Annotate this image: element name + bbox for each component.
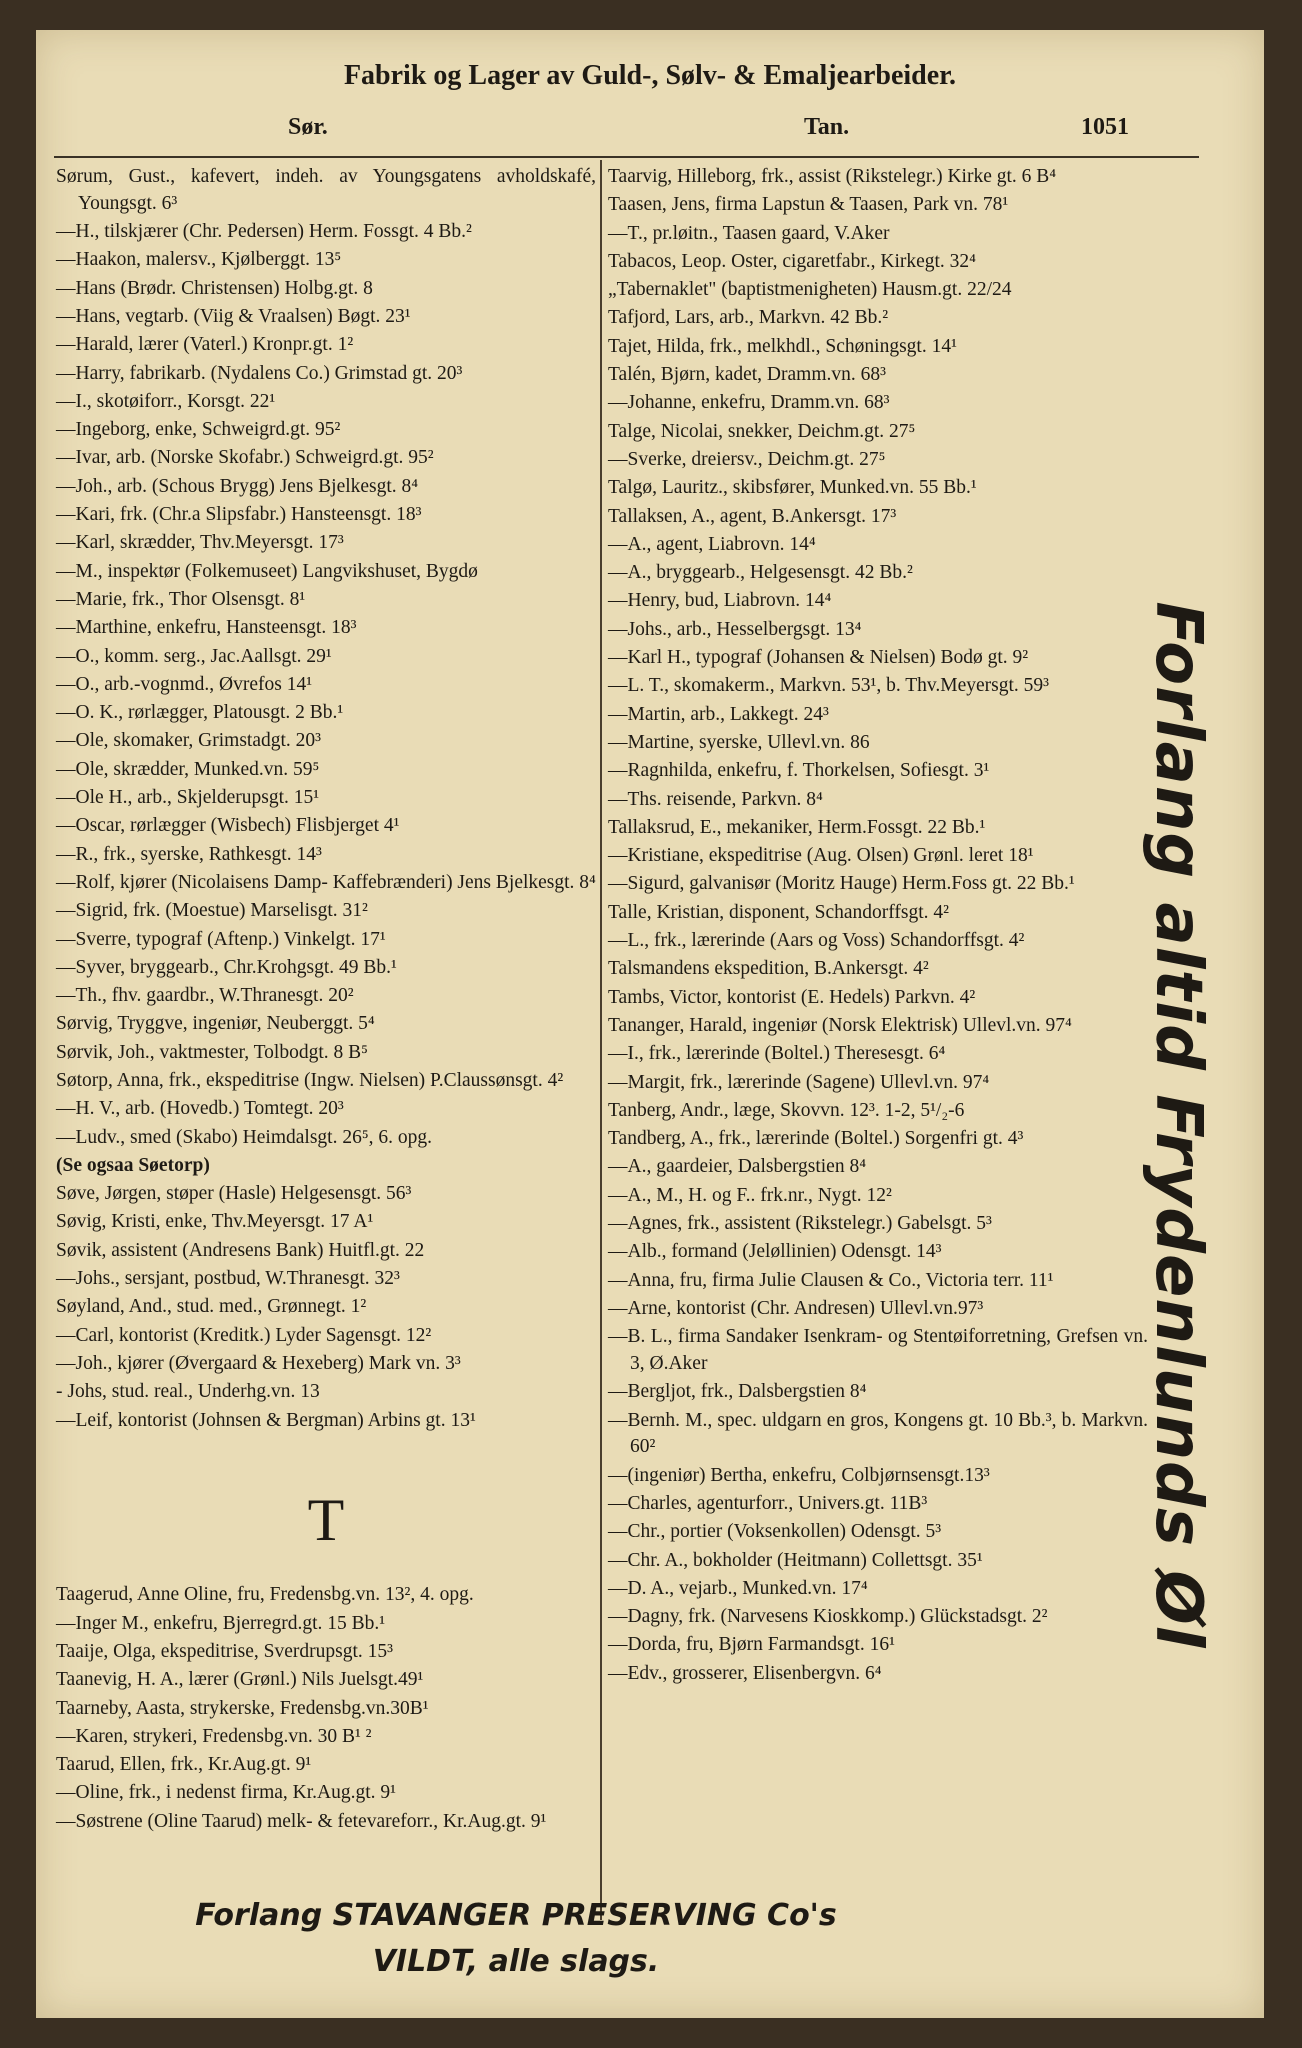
directory-entry: —Ole H., arb., Skjelderupsgt. 15¹: [56, 787, 320, 809]
directory-entry: —L. T., skomakerm., Markvn. 53¹, b. Thv.Meyersgt. 59³: [608, 675, 1049, 697]
directory-entry: Taarud, Ellen, frk., Kr.Aug.gt. 9¹: [56, 1754, 312, 1776]
directory-entry: —Ragnhilda, enkefru, f. Thorkelsen, Sofiesgt. 3¹: [608, 760, 990, 782]
footer-ad-line1: Forlang STAVANGER PRESERVING Co's: [195, 1898, 837, 1933]
directory-entry: —(ingeniør) Bertha, enkefru, Colbjørnsensgt.13³: [608, 1464, 990, 1486]
directory-entry: Søtorp, Anna, frk., ekspeditrise (Ingw. Nielsen) P.Claussønsgt. 4²: [56, 1070, 564, 1091]
directory-entry: —Margit, frk., lærerinde (Sagene) Ullevl.vn. 97⁴: [608, 1071, 990, 1093]
directory-entry: —Bergljot, frk., Dalsbergstien 8⁴: [608, 1381, 867, 1403]
page-number: 1051: [1081, 114, 1129, 140]
header-range-start: Sør.: [288, 114, 328, 140]
directory-entry: —Sigurd, galvanisør (Moritz Hauge) Herm.Foss gt. 22 Bb.¹: [608, 873, 1075, 895]
footer-ad-line2: VILDT, alle slags.: [372, 1944, 660, 1979]
right-entries: [608, 164, 1148, 1688]
directory-entry: —R., frk., syerske, Rathkesgt. 14³: [56, 843, 322, 865]
section-letter: T: [307, 1487, 345, 1554]
directory-entry: —Anna, fru, firma Julie Clausen & Co., Victoria terr. 11¹: [608, 1269, 1054, 1291]
directory-entry: Tananger, Harald, ingeniør (Norsk Elektrisk) Ullevl.vn. 97⁴: [608, 1014, 1072, 1036]
directory-entry: —Ole, skrædder, Munked.vn. 59⁵: [56, 758, 320, 780]
directory-entry: —Karen, strykeri, Fredensbg.vn. 30 B¹ ²: [56, 1725, 372, 1747]
directory-entry: —Marthine, enkefru, Hansteensgt. 18³: [56, 617, 357, 639]
directory-entry: —Søstrene (Oline Taarud) melk- & fetevareforr., Kr.Aug.gt. 9¹: [56, 1810, 547, 1832]
directory-entry: —Joh., kjører (Øvergaard & Hexeberg) Mark vn. 3³: [56, 1352, 461, 1374]
directory-entry: —Ivar, arb. (Norske Skofabr.) Schweigrd.gt. 95²: [56, 447, 434, 469]
header-range-end: Tan.: [804, 114, 850, 140]
directory-entry: Talle, Kristian, disponent, Schandorffsgt. 4²: [608, 901, 949, 923]
directory-entry: —Oscar, rørlægger (Wisbech) Flisbjerget 4¹: [56, 815, 400, 837]
directory-entry: Tandberg, A., frk., lærerinde (Boltel.) Sorgenfri gt. 4³: [608, 1128, 1024, 1150]
directory-entry: —O. K., rørlægger, Platousgt. 2 Bb.¹: [56, 702, 344, 724]
directory-entry: Søve, Jørgen, støper (Hasle) Helgesensgt. 56³: [56, 1183, 412, 1205]
directory-page: [36, 30, 1264, 2018]
sidebar-advertisement: [1118, 490, 1238, 1760]
directory-entry: —Harald, lærer (Vaterl.) Kronpr.gt. 1²: [56, 334, 354, 356]
directory-entry: —Henry, bud, Liabrovn. 14⁴: [608, 590, 832, 612]
header-rule: [54, 156, 1199, 158]
directory-entry: Søvig, Kristi, enke, Thv.Meyersgt. 17 A¹: [56, 1211, 374, 1233]
directory-entry: Taanevig, H. A., lærer (Grønl.) Nils Juelsgt.49¹: [56, 1669, 424, 1691]
directory-entry: Talsmandens ekspedition, B.Ankersgt. 4²: [608, 958, 929, 980]
directory-entry: —Harry, fabrikarb. (Nydalens Co.) Grimstad gt. 20³: [56, 362, 463, 384]
directory-entry: —Marie, frk., Thor Olsensgt. 8¹: [56, 588, 306, 610]
left-entries-mid: [56, 1181, 596, 1434]
directory-entry: —M., inspektør (Folkemuseet) Langvikshuset, Bygdø: [56, 560, 478, 582]
directory-entry: Taarneby, Aasta, strykerske, Fredensbg.vn.30B¹: [56, 1697, 429, 1719]
directory-entry: —Oline, frk., i nedenst firma, Kr.Aug.gt. 9¹: [56, 1782, 396, 1804]
right-column: [608, 164, 1148, 1689]
directory-entry: —Alb., formand (Jeløllinien) Odensgt. 14³: [608, 1241, 942, 1263]
directory-entry: Tallaksen, A., agent, B.Ankersgt. 17³: [608, 505, 897, 527]
left-column: [56, 164, 596, 1837]
directory-entry: —Bernh. M., spec. uldgarn en gros, Kongens gt. 10 Bb.³, b. Markvn. 60²: [608, 1409, 1148, 1458]
directory-entry: —Rolf, kjører (Nicolaisens Damp- Kaffebrænderi) Jens Bjelkesgt. 8⁴: [56, 871, 596, 893]
directory-entry: —Karl, skrædder, Thv.Meyersgt. 17³: [56, 532, 344, 554]
directory-entry: Tajet, Hilda, frk., melkhdl., Schøningsgt. 14¹: [608, 335, 957, 357]
directory-entry: —Sverke, dreiersv., Deichm.gt. 27⁵: [608, 448, 886, 470]
directory-entry: —Martin, arb., Lakkegt. 24³: [608, 703, 829, 725]
directory-entry: Tallaksrud, E., mekaniker, Herm.Fossgt. 22 Bb.¹: [608, 816, 986, 838]
directory-entry: —Inger M., enkefru, Bjerregrd.gt. 15 Bb.¹: [56, 1612, 386, 1634]
directory-entry: —Charles, agenturforr., Univers.gt. 11B³: [608, 1492, 928, 1514]
directory-entry: —D. A., vejarb., Munked.vn. 17⁴: [608, 1577, 868, 1599]
directory-entry: Tanberg, Andr., læge, Skovvn. 12³. 1-2, 5¹/₂-6: [608, 1099, 965, 1121]
directory-entry: —Joh., arb. (Schous Brygg) Jens Bjelkesgt. 8⁴: [56, 475, 419, 497]
directory-entry: —O., arb.-vognmd., Øvrefos 14¹: [56, 673, 313, 695]
directory-entry: Søyland, And., stud. med., Grønnegt. 1²: [56, 1296, 367, 1318]
directory-entry: —Ludv., smed (Skabo) Heimdalsgt. 26⁵, 6. opg.: [56, 1126, 432, 1148]
directory-entry: —Dagny, frk. (Narvesens Kioskkomp.) Glückstadsgt. 2²: [608, 1606, 1048, 1628]
directory-entry: —Ole, skomaker, Grimstadgt. 20³: [56, 730, 322, 752]
directory-entry: —Haakon, malersv., Kjølberggt. 13⁵: [56, 249, 342, 271]
directory-entry: Sørvik, Joh., vaktmester, Tolbodgt. 8 B⁵: [56, 1041, 368, 1063]
directory-entry: —A., M., H. og F.. frk.nr., Nygt. 12²: [608, 1184, 892, 1206]
directory-entry: Talgø, Lauritz., skibsfører, Munked.vn. 55 Bb.¹: [608, 477, 977, 499]
left-entries-top: [56, 164, 596, 1151]
directory-entry: —Th., fhv. gaardbr., W.Thranesgt. 20²: [56, 985, 354, 1007]
directory-entry: —Martine, syerske, Ullevl.vn. 86: [608, 731, 870, 753]
directory-entry: —Syver, bryggearb., Chr.Krohgsgt. 49 Bb.¹: [56, 956, 397, 978]
directory-entry: Taasen, Jens, firma Lapstun & Taasen, Park vn. 78¹: [608, 194, 1009, 216]
directory-entry: —Chr., portier (Voksenkollen) Odensgt. 5³: [608, 1521, 942, 1543]
directory-entry: Talge, Nicolai, snekker, Deichm.gt. 27⁵: [608, 420, 916, 442]
directory-entry: Sørum, Gust., kafevert, indeh. av Youngsgatens avholdskafé, Youngsgt. 6³: [56, 166, 596, 214]
directory-entry: —O., komm. serg., Jac.Aallsgt. 29¹: [56, 645, 332, 667]
directory-entry: —Chr. A., bokholder (Heitmann) Collettsgt. 35¹: [608, 1549, 983, 1571]
directory-entry: —I., skotøiforr., Korsgt. 22¹: [56, 390, 276, 412]
directory-entry: —H. V., arb. (Hovedb.) Tomtegt. 20³: [56, 1098, 344, 1120]
directory-entry: —Johs., arb., Hesselbergsgt. 13⁴: [608, 618, 862, 640]
directory-entry: —Sverre, typograf (Aftenp.) Vinkelgt. 17¹: [56, 928, 386, 950]
directory-entry: —Ingeborg, enke, Schweigrd.gt. 95²: [56, 419, 341, 441]
directory-entry: - Johs, stud. real., Underhg.vn. 13: [56, 1381, 320, 1403]
directory-entry: —L., frk., lærerinde (Aars og Voss) Schandorffsgt. 4²: [608, 930, 1025, 952]
directory-entry: —A., gaardeier, Dalsbergstien 8⁴: [608, 1156, 866, 1178]
directory-entry: Talén, Bjørn, kadet, Dramm.vn. 68³: [608, 364, 886, 386]
directory-entry: —Kristiane, ekspeditrise (Aug. Olsen) Grønl. leret 18¹: [608, 845, 1034, 867]
directory-entry: —T., pr.løitn., Taasen gaard, V.Aker: [608, 222, 890, 244]
directory-entry: Tafjord, Lars, arb., Markvn. 42 Bb.²: [608, 307, 889, 329]
directory-entry: —Johs., sersjant, postbud, W.Thranesgt. 32³: [56, 1268, 400, 1290]
directory-entry: —Sigrid, frk. (Moestue) Marselisgt. 31²: [56, 900, 368, 922]
left-entries-t: [56, 1582, 596, 1835]
directory-entry: —Carl, kontorist (Kreditk.) Lyder Sagensgt. 12²: [56, 1324, 432, 1346]
directory-entry: Tabacos, Leop. Oster, cigaretfabr., Kirkegt. 32⁴: [608, 250, 976, 272]
directory-entry: Taagerud, Anne Oline, fru, Fredensbg.vn. 13², 4. opg.: [56, 1584, 474, 1606]
directory-entry: —Agnes, frk., assistent (Rikstelegr.) Gabelsgt. 5³: [608, 1212, 992, 1234]
directory-entry: —H., tilskjærer (Chr. Pedersen) Herm. Fossgt. 4 Bb.²: [56, 221, 472, 243]
directory-entry: —Kari, frk. (Chr.a Slipsfabr.) Hansteensgt. 18³: [56, 504, 422, 526]
directory-entry: —I., frk., lærerinde (Boltel.) Theresesgt. 6⁴: [608, 1043, 946, 1065]
directory-entry: —Edv., grosserer, Elisenbergvn. 6⁴: [608, 1662, 882, 1684]
directory-entry: —Hans, vegtarb. (Viig & Vraalsen) Bøgt. 23¹: [56, 305, 411, 327]
column-divider: [600, 160, 602, 1920]
directory-entry: —B. L., firma Sandaker Isenkram- og Stentøiforretning, Grefsen vn. 3, Ø.Aker: [608, 1326, 1148, 1374]
directory-entry: —Johanne, enkefru, Dramm.vn. 68³: [608, 392, 890, 414]
directory-entry: „Tabernaklet" (baptistmenigheten) Hausm.gt. 22/24: [608, 279, 1012, 301]
directory-entry: —Hans (Brødr. Christensen) Holbg.gt. 8: [56, 277, 373, 299]
directory-entry: —Ths. reisende, Parkvn. 8⁴: [608, 788, 823, 810]
directory-entry: Søvik, assistent (Andresens Bank) Huitfl.gt. 22: [56, 1239, 425, 1261]
directory-entry: —A., bryggearb., Helgesensgt. 42 Bb.²: [608, 562, 913, 584]
directory-entry: —A., agent, Liabrovn. 14⁴: [608, 533, 816, 555]
directory-entry: Tambs, Victor, kontorist (E. Hedels) Parkvn. 4²: [608, 986, 976, 1008]
directory-entry: —Karl H., typograf (Johansen & Nielsen) Bodø gt. 9²: [608, 647, 1029, 669]
page-header-title: Fabrik og Lager av Guld-, Sølv- & Emaljearbeider.: [343, 60, 957, 91]
directory-entry: —Arne, kontorist (Chr. Andresen) Ullevl.vn.97³: [608, 1297, 984, 1319]
see-also-note: (Se ogsaa Søetorp): [56, 1154, 210, 1176]
directory-entry: Sørvig, Tryggve, ingeniør, Neuberggt. 5⁴: [56, 1013, 375, 1035]
sidebar-ad-text: Forlang altid Frydenlunds Øl: [1141, 601, 1215, 1649]
directory-entry: —Leif, kontorist (Johnsen & Bergman) Arbins gt. 13¹: [56, 1409, 476, 1431]
directory-entry: Taarvig, Hilleborg, frk., assist (Rikstelegr.) Kirke gt. 6 B⁴: [608, 166, 1057, 187]
directory-entry: —Dorda, fru, Bjørn Farmandsgt. 16¹: [608, 1634, 895, 1656]
directory-entry: Taaije, Olga, ekspeditrise, Sverdrupsgt. 15³: [56, 1640, 393, 1662]
